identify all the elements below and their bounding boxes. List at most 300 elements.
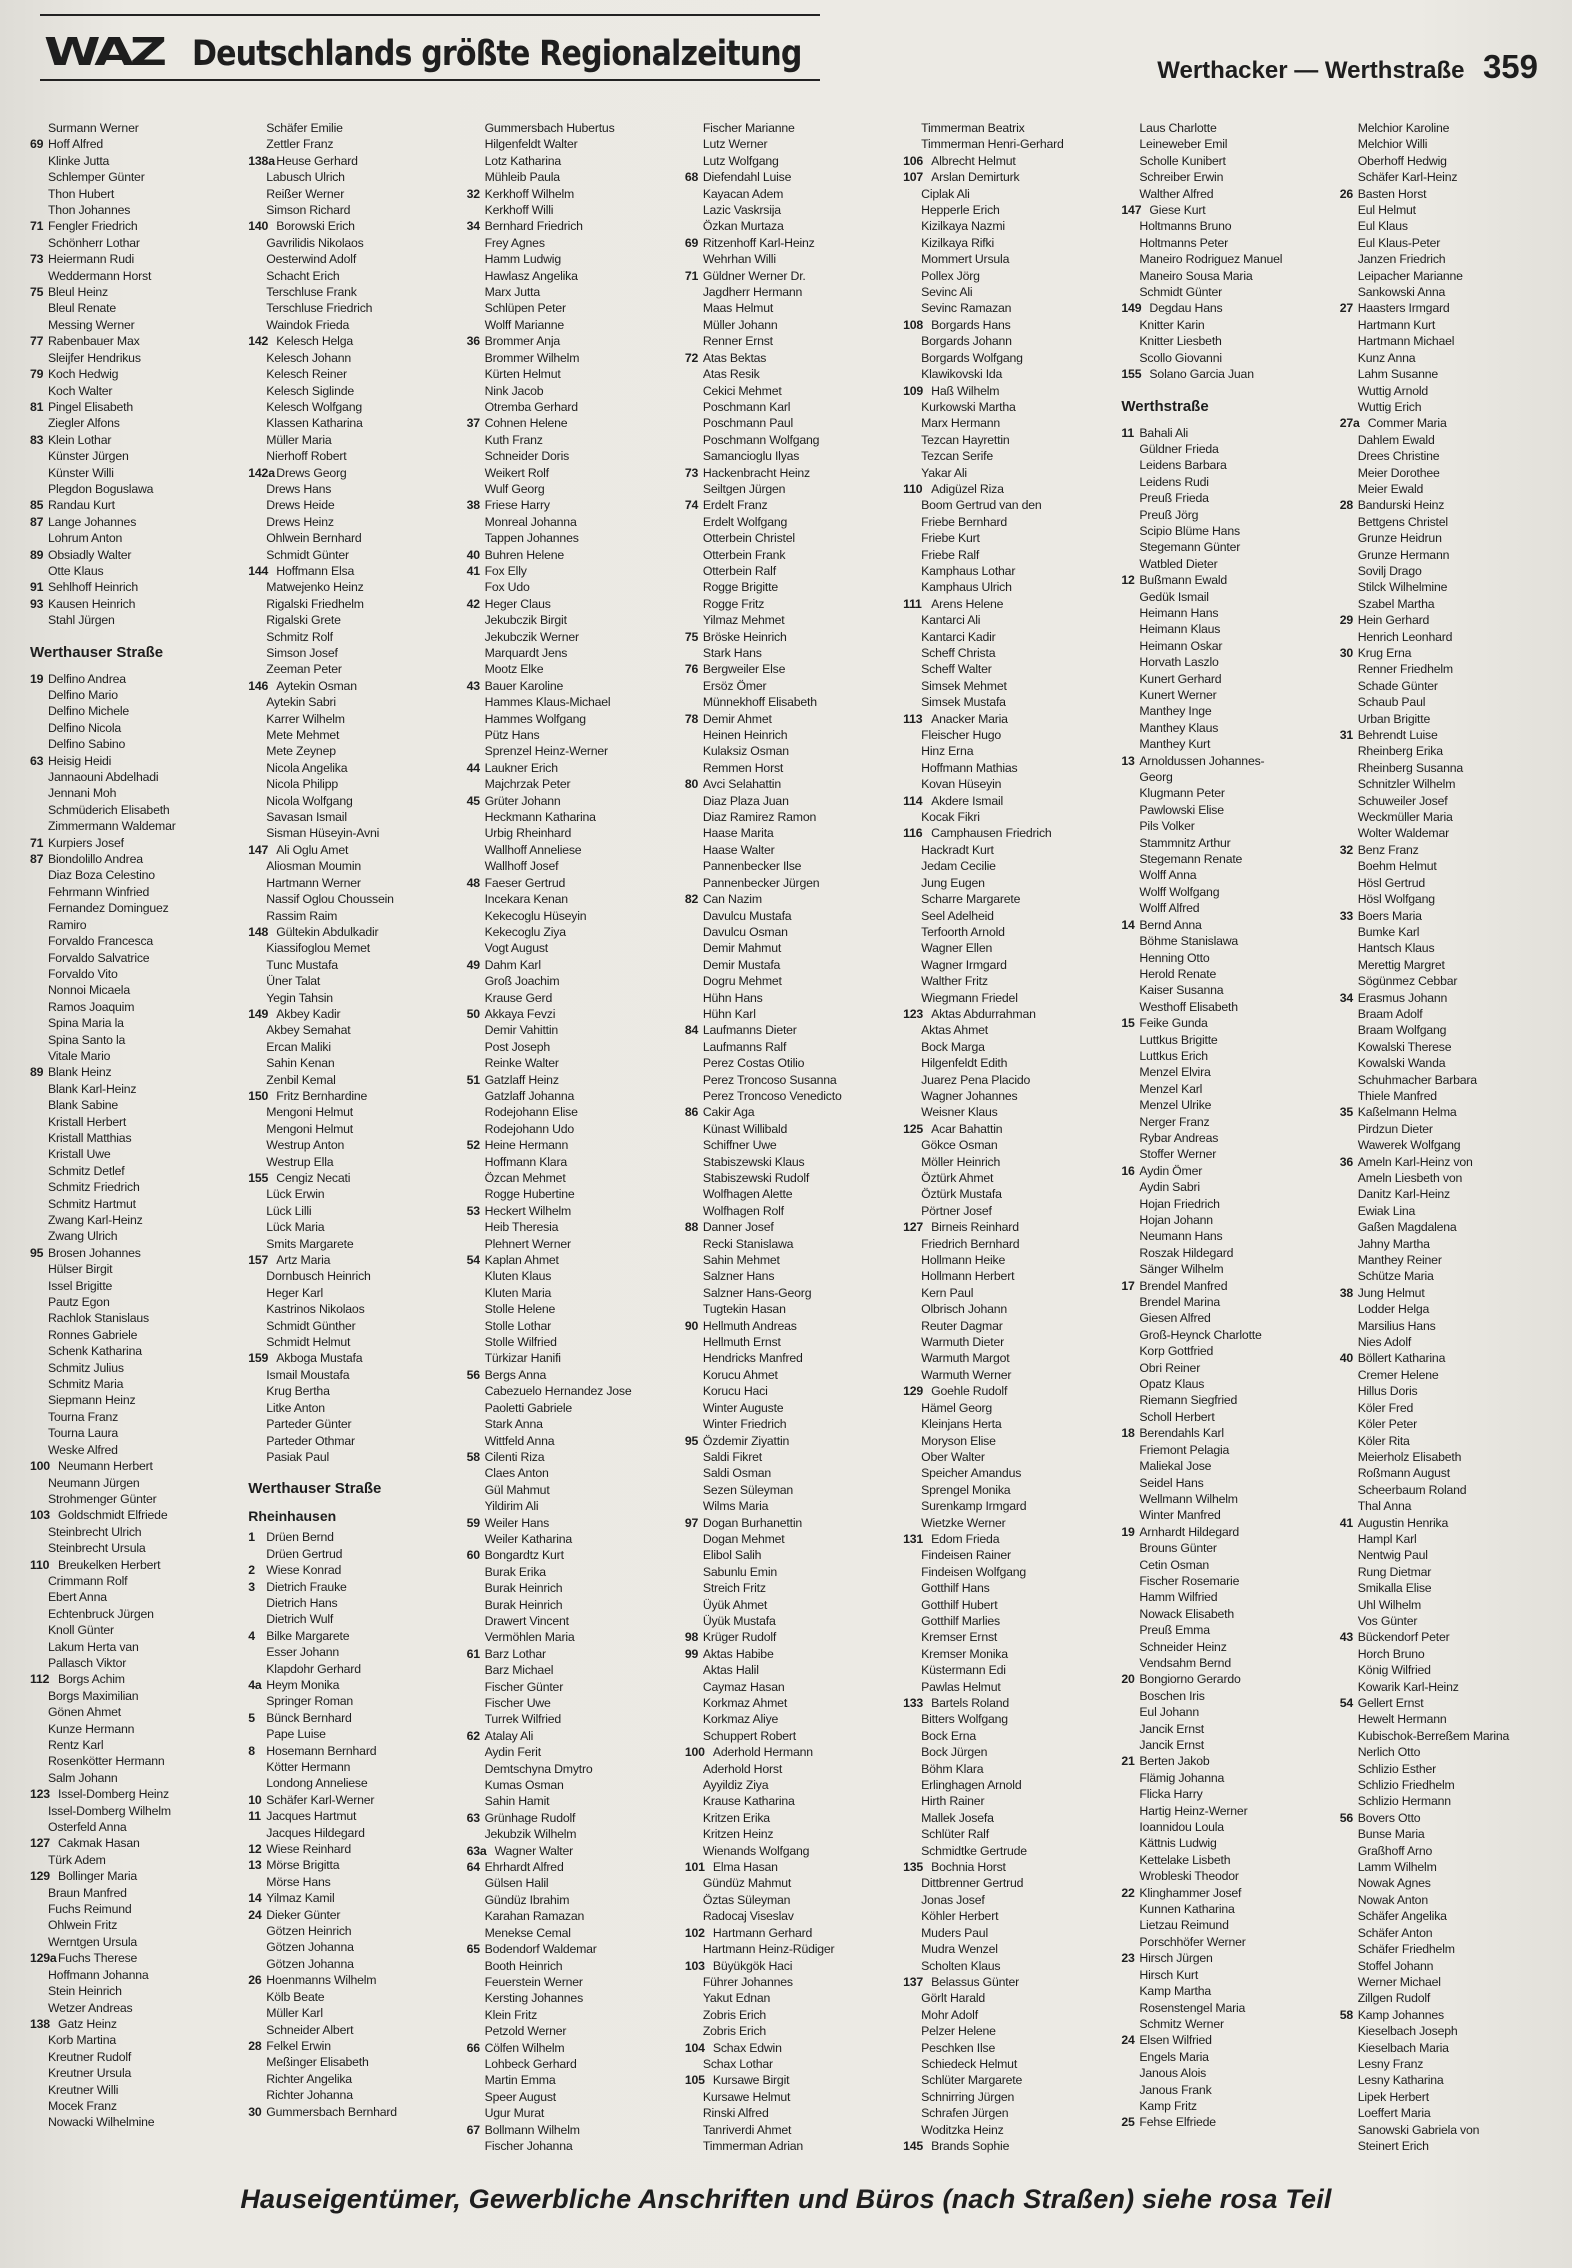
resident-name: Merettig Margret [1357, 957, 1445, 972]
resident-name: Borgards Johann [921, 334, 1012, 349]
resident-name: Korkmaz Ahmet [702, 1696, 788, 1710]
resident-name: Tugtekin Hasan [702, 1302, 786, 1317]
resident-entry [30, 802, 240, 818]
resident-entry [1340, 1941, 1550, 1957]
house-number: 149 [248, 1006, 269, 1021]
resident-name: Akboga Mustafa [276, 1351, 363, 1366]
resident-name: Zeeman Peter [266, 662, 342, 677]
resident-name: Elibol Salih [702, 1548, 762, 1563]
resident-name: Lück Maria [266, 1220, 325, 1235]
resident-entry [903, 2105, 1113, 2121]
resident-entry [1340, 776, 1550, 792]
resident-name: Maneiro Rodriguez Manuel [1139, 252, 1283, 267]
resident-entry [248, 136, 458, 152]
resident-entry [1340, 202, 1550, 218]
resident-name: Heger Karl [266, 1285, 324, 1300]
resident-name: Arnhardt Hildegard [1139, 1524, 1240, 1539]
house-number: 51 [466, 1072, 480, 1087]
resident-name: Fuchs Therese [58, 1951, 138, 1966]
resident-entry [685, 1367, 895, 1383]
resident-name: Schenk Katharina [48, 1344, 142, 1359]
resident-entry [248, 1529, 458, 1545]
resident-entry [1121, 169, 1331, 185]
house-number: 103 [684, 1958, 705, 1973]
resident-name: Nierhoff Robert [266, 449, 347, 464]
resident-name: Pape Luise [266, 1727, 326, 1742]
resident-entry [1340, 251, 1550, 267]
resident-name: Stilck Wilhelmine [1357, 580, 1448, 595]
resident-name: Arnoldussen Johannes- [1139, 753, 1265, 768]
resident-name: Siepmann Heinz [48, 1393, 136, 1408]
resident-entry [467, 1925, 677, 1941]
resident-name: Seiltgen Jürgen [702, 481, 786, 496]
resident-entry [685, 678, 895, 694]
resident-entry [1121, 268, 1331, 284]
resident-entry [467, 1383, 677, 1399]
house-number: 63 [466, 1810, 480, 1825]
resident-name: Müller Johann [702, 317, 778, 332]
resident-entry [1340, 1350, 1550, 1366]
resident-name: Wuttig Erich [1357, 399, 1422, 414]
resident-entry [248, 924, 458, 940]
house-number: 62 [466, 1728, 480, 1743]
resident-entry [903, 1515, 1113, 1531]
resident-entry [467, 1711, 677, 1727]
resident-name: Wienands Wolfgang [702, 1843, 810, 1858]
resident-name: Cetin Osman [1139, 1557, 1209, 1572]
resident-entry [1340, 1268, 1550, 1284]
resident-entry [248, 645, 458, 661]
resident-entry [467, 1990, 677, 2006]
resident-name: Braam Adolf [1357, 1006, 1423, 1021]
resident-name: Crimmann Rolf [48, 1573, 128, 1588]
resident-entry [903, 990, 1113, 1006]
footer-note: Hauseigentümer, Gewerbliche Anschriften und Büros (nach Straßen) siehe rosa Teil [240, 2184, 1332, 2214]
resident-name: Wiese Reinhard [266, 1842, 351, 1857]
resident-entry [1340, 629, 1550, 645]
resident-entry [30, 448, 240, 464]
resident-name: Gedük Ismail [1139, 589, 1209, 604]
resident-name: Horch Bruno [1357, 1646, 1425, 1661]
resident-entry [903, 169, 1113, 185]
resident-name: Strohmenger Günter [48, 1491, 157, 1506]
resident-name: Jacques Hartmut [266, 1809, 357, 1824]
resident-name: Borgards Wolfgang [921, 350, 1023, 365]
resident-name: Bernhard Friedrich [484, 219, 583, 234]
resident-entry [1121, 556, 1331, 572]
resident-entry [467, 399, 677, 415]
resident-name: Köler Peter [1357, 1417, 1418, 1432]
resident-name: Kunert Gerhard [1139, 671, 1222, 686]
resident-name: Lietzau Reimund [1139, 1918, 1229, 1933]
resident-entry [685, 235, 895, 251]
resident-name: Atas Bektas [702, 350, 767, 365]
resident-name: Walther Alfred [1139, 186, 1214, 201]
resident-name: Kausen Heinrich [48, 596, 136, 611]
house-number: 2 [248, 1563, 255, 1578]
resident-entry [30, 1064, 240, 1080]
resident-name: Ameln Liesbeth von [1357, 1171, 1463, 1185]
resident-name: Kaiser Susanna [1139, 983, 1224, 998]
resident-entry [1121, 1064, 1331, 1080]
resident-entry [248, 743, 458, 759]
resident-entry [685, 957, 895, 973]
resident-name: Ayyildiz Ziya [702, 1778, 769, 1793]
resident-name: Korkmaz Aliye [702, 1712, 779, 1727]
house-number: 65 [466, 1942, 480, 1957]
resident-entry [1340, 809, 1550, 825]
house-number: 38 [466, 498, 480, 513]
resident-name: Weske Alfred [48, 1442, 118, 1457]
resident-name: Wolff Anna [1139, 868, 1197, 883]
resident-name: Reinke Walter [484, 1056, 559, 1071]
resident-name: Mocek Franz [48, 2098, 117, 2113]
house-number: 113 [903, 711, 923, 726]
resident-entry [1340, 1186, 1550, 1202]
resident-name: Stammnitz Arthur [1139, 835, 1231, 850]
resident-name: Peschken Ilse [921, 2040, 996, 2055]
house-number: 4 [248, 1628, 255, 1643]
resident-entry [467, 481, 677, 497]
resident-name: Eul Johann [1139, 1705, 1199, 1720]
house-number: 41 [466, 563, 480, 578]
resident-entry [903, 1154, 1113, 1170]
resident-entry [30, 1589, 240, 1605]
house-number: 114 [903, 793, 923, 808]
resident-name: Kerkhoff Wilhelm [484, 186, 575, 201]
resident-name: Marx Jutta [484, 285, 540, 300]
resident-entry [30, 785, 240, 801]
resident-name: Scholl Herbert [1139, 1409, 1215, 1424]
resident-name: Lutz Werner [702, 137, 768, 152]
house-number: 24 [1121, 2033, 1135, 2048]
resident-name: Hantsch Klaus [1357, 941, 1435, 956]
resident-entry [248, 1088, 458, 1104]
resident-name: Kremser Monika [921, 1646, 1008, 1661]
resident-entry [903, 1104, 1113, 1120]
resident-name: Edom Frieda [931, 1531, 1000, 1546]
resident-name: Bollmann Wilhelm [484, 2122, 580, 2137]
resident-entry [1340, 514, 1550, 530]
resident-name: Weddermann Horst [48, 268, 152, 283]
resident-entry [248, 1318, 458, 1334]
resident-entry [685, 1055, 895, 1071]
resident-name: Stabiszewski Klaus [702, 1154, 805, 1169]
resident-name: Menzel Ulrike [1139, 1098, 1212, 1113]
resident-name: Fritz Bernhardine [276, 1088, 368, 1103]
resident-entry [685, 399, 895, 415]
resident-entry [30, 2065, 240, 2081]
resident-entry [1121, 1114, 1331, 1130]
resident-name: Wilms Maria [702, 1499, 769, 1514]
resident-entry [1340, 825, 1550, 841]
resident-entry [685, 186, 895, 202]
resident-entry [1121, 1835, 1331, 1851]
resident-name: Gökce Osman [921, 1138, 998, 1153]
house-number: 50 [466, 1006, 480, 1021]
resident-name: Simsek Mustafa [921, 695, 1006, 710]
listing-column [685, 120, 895, 2154]
resident-name: Nowack Elisabeth [1139, 1606, 1234, 1621]
resident-name: Kristall Uwe [48, 1147, 111, 1162]
resident-entry [1121, 1212, 1331, 1228]
resident-entry [30, 1032, 240, 1048]
resident-entry [248, 678, 458, 694]
resident-name: Köhler Herbert [921, 1909, 999, 1924]
resident-name: Hartmann Michael [1357, 334, 1455, 349]
resident-entry [30, 1327, 240, 1343]
resident-entry [30, 1097, 240, 1113]
resident-entry [467, 235, 677, 251]
resident-name: Dahm Karl [484, 957, 541, 972]
resident-entry [903, 645, 1113, 661]
resident-entry [248, 1022, 458, 1038]
resident-name: Hoenmanns Wilhelm [266, 1973, 377, 1988]
resident-entry [685, 153, 895, 169]
resident-name: Lazic Vaskrsija [702, 203, 781, 218]
resident-entry [30, 1442, 240, 1458]
resident-entry [1340, 612, 1550, 628]
resident-entry [903, 366, 1113, 382]
resident-name: Messing Werner [48, 317, 135, 332]
resident-name: Tezcan Serife [921, 449, 994, 464]
resident-name: Randau Kurt [48, 498, 115, 513]
resident-entry [467, 300, 677, 316]
resident-entry [467, 251, 677, 267]
resident-name: Gotthilf Hubert [921, 1597, 998, 1612]
resident-name: Ober Walter [921, 1449, 985, 1464]
resident-name: Kekecoglu Hüseyin [484, 908, 587, 923]
resident-name: Lohrum Anton [48, 531, 123, 546]
resident-entry [1340, 1383, 1550, 1399]
resident-name: Diaz Plaza Juan [702, 793, 789, 808]
resident-name: Sprenzel Heinz-Werner [484, 744, 608, 759]
resident-entry [30, 982, 240, 998]
resident-name: Rheinberg Susanna [1357, 760, 1464, 775]
resident-name: Hawlasz Angelika [484, 268, 578, 283]
house-number: 137 [903, 1974, 924, 1989]
resident-entry [30, 268, 240, 284]
resident-name: Mudra Wenzel [921, 1942, 998, 1957]
house-number: 11 [248, 1809, 261, 1824]
resident-name: Kelesch Helga [276, 334, 353, 349]
resident-entry [1121, 333, 1331, 349]
resident-name: Graßhoff Arno [1357, 1843, 1433, 1858]
resident-name: Koch Walter [48, 383, 113, 398]
resident-entry [903, 1908, 1113, 1924]
resident-name: Commer Maria [1367, 416, 1447, 431]
house-number: 30 [1339, 646, 1353, 660]
resident-name: Müller Karl [266, 2006, 323, 2021]
resident-name: Akbey Semahat [266, 1023, 351, 1038]
resident-entry [467, 2138, 677, 2154]
resident-name: Meierholz Elisabeth [1357, 1449, 1462, 1464]
resident-entry [30, 671, 240, 687]
resident-entry [1121, 999, 1331, 1015]
resident-entry [248, 1825, 458, 1841]
resident-name: Lesny Franz [1357, 2056, 1424, 2071]
resident-name: Erlinghagen Arnold [921, 1778, 1022, 1793]
resident-name: Arslan Demirturk [931, 170, 1020, 185]
resident-entry [685, 1449, 895, 1465]
resident-name: Salzner Hans [702, 1269, 775, 1284]
resident-entry [30, 1343, 240, 1359]
resident-name: Aktas Ahmet [921, 1023, 988, 1038]
resident-name: Hewelt Hermann [1357, 1712, 1447, 1727]
resident-entry [248, 1907, 458, 1923]
resident-name: Karahan Ramazan [484, 1909, 585, 1924]
resident-name: Scholten Klaus [921, 1958, 1001, 1973]
resident-entry [1340, 153, 1550, 169]
resident-entry [1340, 579, 1550, 595]
resident-entry [685, 940, 895, 956]
resident-entry [1121, 753, 1331, 769]
resident-entry [30, 218, 240, 234]
resident-name: Ciplak Ali [921, 186, 970, 201]
resident-entry [30, 1228, 240, 1244]
resident-name: Engels Maria [1139, 2049, 1209, 2064]
resident-entry [903, 1826, 1113, 1842]
resident-entry [685, 1121, 895, 1137]
resident-name: Fischer Rosemarie [1139, 1573, 1240, 1588]
resident-entry [248, 842, 458, 858]
resident-entry [248, 1874, 458, 1890]
resident-entry [30, 1376, 240, 1392]
resident-name: Knitter Karin [1139, 317, 1205, 332]
resident-entry [30, 579, 240, 595]
resident-name: Belassus Günter [931, 1974, 1020, 1989]
resident-entry [248, 153, 458, 169]
resident-entry [30, 547, 240, 563]
resident-entry [1340, 1761, 1550, 1777]
resident-entry [903, 760, 1113, 776]
resident-entry [685, 481, 895, 497]
resident-entry [467, 1186, 677, 1202]
resident-name: Burak Erika [484, 1564, 546, 1579]
resident-name: Schlizio Friedhelm [1357, 1778, 1455, 1793]
resident-entry [1340, 2105, 1550, 2121]
resident-entry [1121, 785, 1331, 801]
resident-entry [467, 169, 677, 185]
resident-name: Vogt August [484, 941, 549, 956]
house-number: 88 [684, 1220, 699, 1235]
house-number: 86 [684, 1105, 699, 1120]
resident-entry [248, 1268, 458, 1284]
resident-name: Mörse Brigitta [266, 1858, 340, 1873]
resident-name: Westrup Ella [266, 1154, 334, 1169]
resident-entry [685, 514, 895, 530]
resident-name: Cengiz Necati [276, 1171, 351, 1185]
house-number: 52 [466, 1138, 480, 1153]
resident-entry [467, 432, 677, 448]
resident-entry [248, 415, 458, 431]
resident-entry [467, 530, 677, 546]
resident-entry [1340, 694, 1550, 710]
resident-entry [903, 1416, 1113, 1432]
resident-entry [685, 432, 895, 448]
resident-entry [685, 1629, 895, 1645]
resident-name: Üner Talat [266, 974, 321, 989]
resident-name: Hilgenfeldt Edith [921, 1056, 1008, 1071]
resident-name: Pawlas Helmut [921, 1679, 1001, 1694]
resident-name: Labusch Ulrich [266, 170, 345, 185]
resident-entry [248, 399, 458, 415]
resident-name: Aytekin Osman [276, 678, 357, 693]
resident-name: Öztürk Ahmet [921, 1171, 994, 1185]
resident-name: Sisman Hüseyin-Avni [266, 826, 380, 841]
resident-entry [903, 1629, 1113, 1645]
resident-name: Kelesch Johann [266, 350, 351, 365]
resident-name: Künast Willibald [702, 1121, 788, 1136]
house-number: 20 [1121, 1672, 1135, 1687]
resident-name: Sahin Hamit [484, 1794, 550, 1809]
resident-name: Savasan Ismail [266, 810, 347, 825]
resident-name: Delfino Andrea [48, 671, 126, 686]
resident-entry [903, 727, 1113, 743]
resident-entry [1340, 1679, 1550, 1695]
resident-name: Echtenbruck Jürgen [48, 1606, 154, 1621]
house-number: 97 [684, 1515, 699, 1530]
resident-entry [30, 720, 240, 736]
resident-name: Korucu Ahmet [702, 1367, 778, 1382]
house-number: 82 [684, 892, 699, 907]
resident-entry [903, 1022, 1113, 1038]
resident-name: Thon Johannes [48, 203, 131, 218]
resident-name: Neumann Jürgen [48, 1475, 140, 1490]
resident-entry [248, 1006, 458, 1022]
resident-entry [1121, 1688, 1331, 1704]
resident-name: Rigalski Grete [266, 613, 341, 628]
resident-entry [30, 1901, 240, 1917]
resident-entry [1121, 835, 1331, 851]
resident-entry [1340, 1088, 1550, 1104]
resident-entry [30, 136, 240, 152]
resident-name: Stark Hans [702, 646, 762, 660]
resident-name: Dornbusch Heinrich [266, 1269, 371, 1284]
resident-entry [30, 1392, 240, 1408]
resident-entry [1121, 1573, 1331, 1589]
resident-entry [248, 1400, 458, 1416]
resident-entry [685, 1268, 895, 1284]
resident-name: Hilgenfeldt Walter [484, 137, 578, 152]
resident-name: Salm Johann [48, 1770, 118, 1785]
resident-entry [30, 1310, 240, 1326]
resident-entry [685, 1482, 895, 1498]
resident-entry [467, 629, 677, 645]
resident-name: Menekse Cemal [484, 1925, 571, 1940]
resident-name: Pasiak Paul [266, 1449, 330, 1464]
resident-entry [467, 1203, 677, 1219]
resident-entry [248, 481, 458, 497]
resident-entry [30, 186, 240, 202]
resident-name: Elsen Wilfried [1139, 2033, 1212, 2048]
resident-entry [903, 1843, 1113, 1859]
resident-name: Bilke Margarete [266, 1628, 350, 1643]
resident-name: Hellmuth Andreas [702, 1318, 797, 1333]
street-heading: Werthauser Straße [30, 643, 164, 661]
resident-name: Fischer Johanna [484, 2138, 573, 2153]
resident-name: Rachlok Stanislaus [48, 1311, 149, 1326]
resident-name: Cakir Aga [702, 1105, 755, 1120]
resident-name: Incekara Kenan [484, 892, 568, 907]
resident-name: Münnekhoff Elisabeth [702, 695, 817, 710]
resident-name: Rodejohann Elise [484, 1105, 578, 1120]
resident-entry [685, 2138, 895, 2154]
listing-column [30, 120, 240, 2154]
resident-name: Hojan Friedrich [1139, 1196, 1220, 1211]
resident-entry [1121, 350, 1331, 366]
resident-name: Degdau Hans [1149, 301, 1223, 316]
